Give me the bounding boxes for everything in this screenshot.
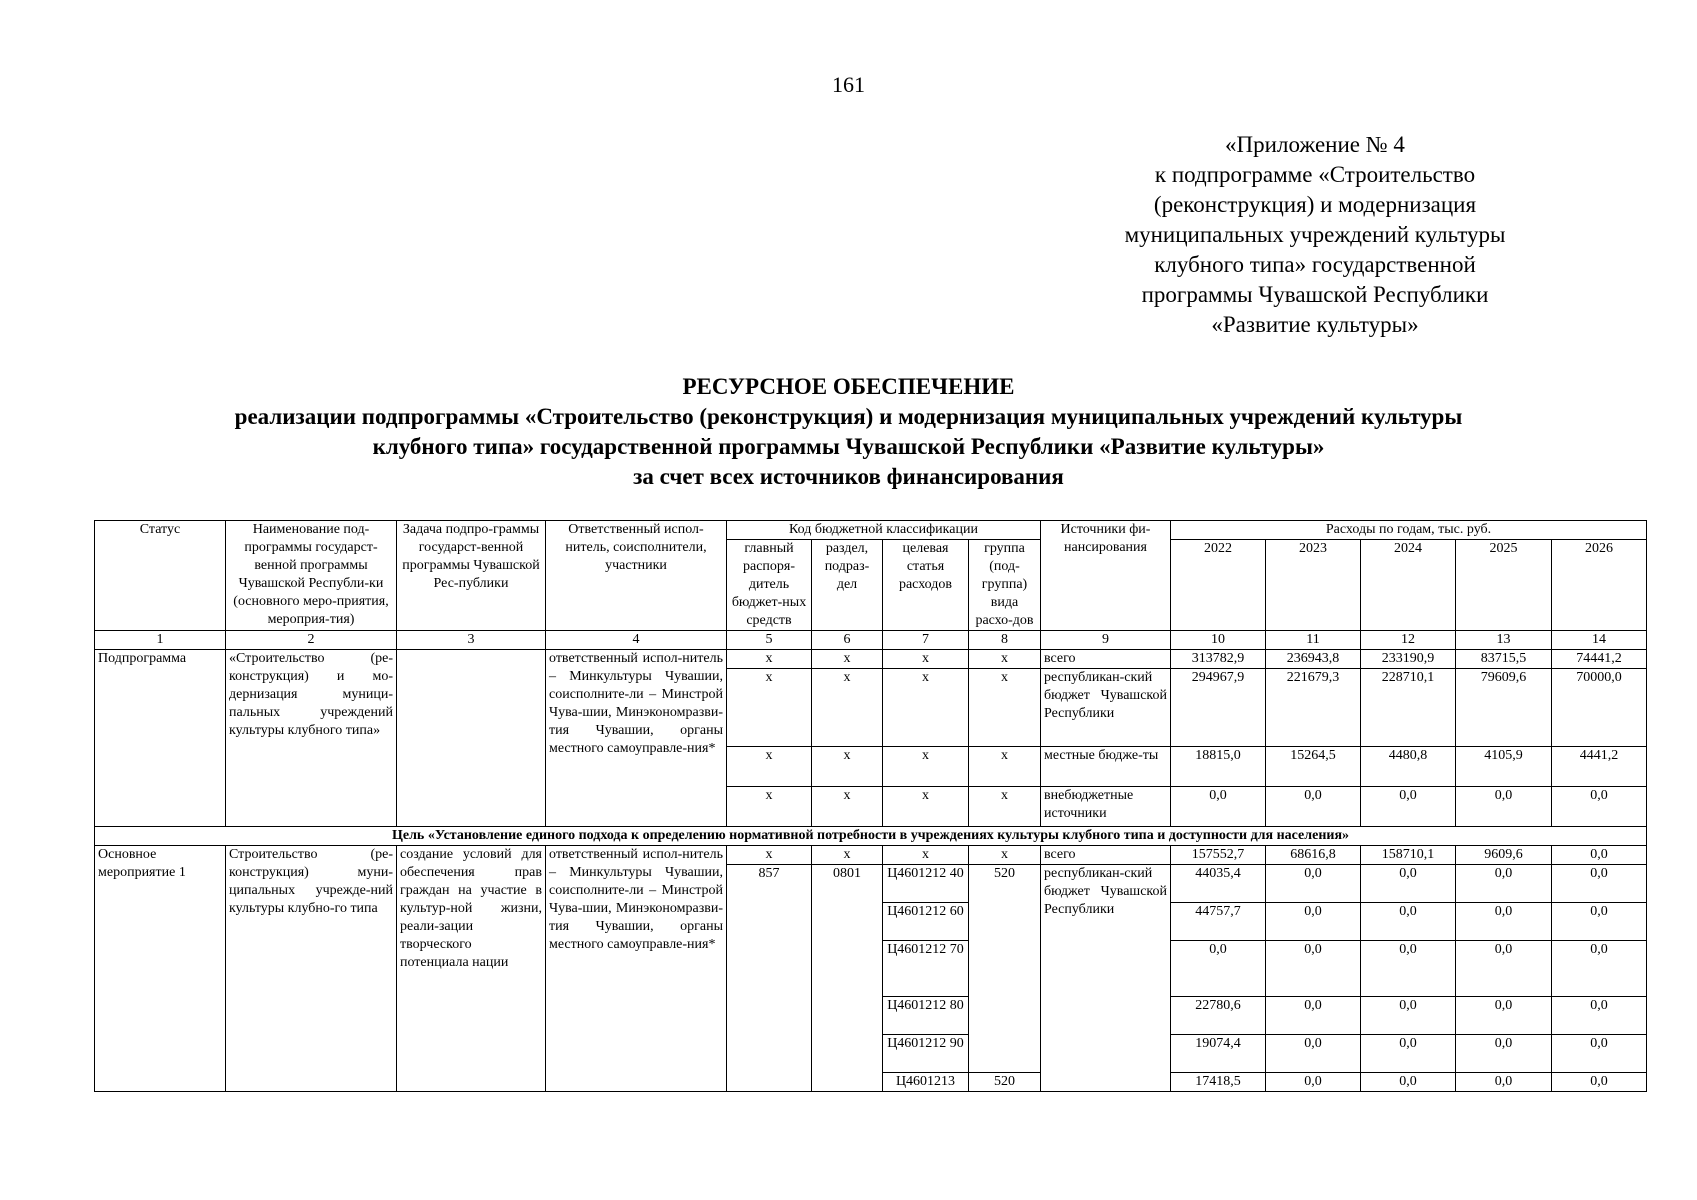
header-grbs: главный распоря-дитель бюджет-ных средств: [727, 540, 812, 631]
header-name: Наименование под-программы государст-венной программы Чувашской Республи-ки (основного меро-приятия, мероприя-тия): [226, 521, 397, 631]
value-cell: 0,0: [1361, 997, 1456, 1035]
appendix-line: муниципальных учреждений культуры: [1124, 222, 1506, 247]
code-cell: x: [812, 650, 883, 669]
target-cell: Ц4601212 40: [883, 865, 969, 903]
value-cell: 18815,0: [1171, 747, 1266, 787]
header-year: 2025: [1456, 540, 1552, 631]
group-cell: 520: [969, 865, 1041, 1073]
value-cell: 44035,4: [1171, 865, 1266, 903]
page-number: 161: [832, 72, 865, 97]
value-cell: 83715,5: [1456, 650, 1552, 669]
value-cell: 0,0: [1552, 1073, 1647, 1092]
column-number: 3: [397, 631, 546, 650]
code-cell: x: [812, 747, 883, 787]
code-cell: x: [727, 747, 812, 787]
header-year: 2022: [1171, 540, 1266, 631]
source-cell: всего: [1041, 650, 1171, 669]
target-cell: Ц4601213: [883, 1073, 969, 1092]
appendix-line: (реконструкция) и модернизация: [1153, 192, 1477, 217]
column-number: 8: [969, 631, 1041, 650]
header-target: целевая статья расходов: [883, 540, 969, 631]
title-line: реализации подпрограммы «Строительство (реконструкция) и модернизация муниципальных учреждений культуры: [234, 404, 1463, 429]
code-cell: x: [727, 650, 812, 669]
value-cell: 0,0: [1456, 903, 1552, 941]
column-number: 5: [727, 631, 812, 650]
code-cell: x: [883, 846, 969, 865]
value-cell: 0,0: [1266, 865, 1361, 903]
column-number-row: [95, 631, 1647, 650]
appendix-line: к подпрограмме «Строительство: [1154, 162, 1476, 187]
title-line: за счет всех источников финансирования: [633, 464, 1064, 489]
value-cell: 0,0: [1552, 941, 1647, 997]
code-cell: x: [883, 669, 969, 747]
column-number: 11: [1266, 631, 1361, 650]
value-cell: 236943,8: [1266, 650, 1361, 669]
value-cell: 70000,0: [1552, 669, 1647, 747]
value-cell: 0,0: [1361, 787, 1456, 827]
value-cell: 0,0: [1552, 865, 1647, 903]
source-cell: республикан-ский бюджет Чувашской Республики: [1041, 865, 1171, 1092]
value-cell: 0,0: [1266, 941, 1361, 997]
resource-table: [94, 520, 1647, 1092]
header-status: Статус: [95, 521, 226, 631]
code-cell: x: [969, 669, 1041, 747]
value-cell: 17418,5: [1171, 1073, 1266, 1092]
group-cell: 520: [969, 1073, 1041, 1092]
value-cell: 221679,3: [1266, 669, 1361, 747]
title-line: РЕСУРСНОЕ ОБЕСПЕЧЕНИЕ: [682, 374, 1015, 399]
code-cell: x: [727, 846, 812, 865]
value-cell: 0,0: [1266, 1035, 1361, 1073]
header-budget-code: Код бюджетной классификации: [727, 521, 1041, 540]
source-cell: внебюджетные источники: [1041, 787, 1171, 827]
code-cell: x: [883, 650, 969, 669]
value-cell: 0,0: [1456, 787, 1552, 827]
code-cell: x: [883, 747, 969, 787]
event-name: Строительство (ре-конструкция) муни-ципальных учрежде-ний культуры клубно-го типа: [226, 846, 397, 1092]
header-year: 2023: [1266, 540, 1361, 631]
event-executor: ответственный испол-нитель – Минкультуры Чувашии, соисполните-ли – Минстрой Чува-шии, Минэкономразви-тия Чувашии, органы местного самоуправле-ния*: [546, 846, 727, 1092]
value-cell: 4441,2: [1552, 747, 1647, 787]
column-number: 2: [226, 631, 397, 650]
source-cell: всего: [1041, 846, 1171, 865]
header-executor: Ответственный испол-нитель, соисполнители, участники: [546, 521, 727, 631]
code-cell: x: [969, 787, 1041, 827]
header-section: раздел, подраз-дел: [812, 540, 883, 631]
value-cell: 0,0: [1552, 846, 1647, 865]
column-number: 14: [1552, 631, 1647, 650]
header-row: [95, 521, 1647, 540]
appendix-line: «Приложение № 4: [1225, 132, 1405, 157]
table-row: [95, 846, 1647, 865]
goal-text: Цель «Установление единого подхода к определению нормативной потребности в учреждениях культуры клубного типа и доступности для населения»: [95, 827, 1647, 846]
column-number: 13: [1456, 631, 1552, 650]
code-cell: x: [969, 650, 1041, 669]
subprogram-task: [397, 650, 546, 827]
value-cell: 157552,7: [1171, 846, 1266, 865]
event-status: Основное мероприятие 1: [95, 846, 226, 1092]
code-cell: x: [727, 787, 812, 827]
target-cell: Ц4601212 70: [883, 941, 969, 997]
value-cell: 0,0: [1361, 903, 1456, 941]
source-cell: республикан-ский бюджет Чувашской Республики: [1041, 669, 1171, 747]
value-cell: 233190,9: [1361, 650, 1456, 669]
subprogram-executor: ответственный испол-нитель – Минкультуры Чувашии, соисполните-ли – Минстрой Чува-шии, Минэкономразви-тия Чувашии, органы местного самоуправле-ния*: [546, 650, 727, 827]
code-cell: x: [812, 846, 883, 865]
code-cell: x: [812, 669, 883, 747]
grbs-cell: 857: [727, 865, 812, 1092]
document-title: [0, 372, 1697, 492]
value-cell: 0,0: [1552, 1035, 1647, 1073]
value-cell: 0,0: [1361, 941, 1456, 997]
header-task: Задача подпро-граммы государст-венной программы Чувашской Рес-публики: [397, 521, 546, 631]
target-cell: Ц4601212 90: [883, 1035, 969, 1073]
target-cell: Ц4601212 60: [883, 903, 969, 941]
appendix-line: «Развитие культуры»: [1211, 312, 1419, 337]
column-number: 1: [95, 631, 226, 650]
value-cell: 0,0: [1552, 903, 1647, 941]
column-number: 6: [812, 631, 883, 650]
column-number: 12: [1361, 631, 1456, 650]
header-sources: Источники фи-нансирования: [1041, 521, 1171, 631]
code-cell: x: [727, 669, 812, 747]
column-number: 9: [1041, 631, 1171, 650]
value-cell: 158710,1: [1361, 846, 1456, 865]
code-cell: x: [883, 787, 969, 827]
header-year: 2024: [1361, 540, 1456, 631]
code-cell: x: [969, 747, 1041, 787]
title-line: клубного типа» государственной программы Чувашской Республики «Развитие культуры»: [372, 434, 1325, 459]
value-cell: 15264,5: [1266, 747, 1361, 787]
value-cell: 44757,7: [1171, 903, 1266, 941]
event-task: создание условий для обеспечения прав граждан на участие в культур-ной жизни, реали-зации творческого потенциала нации: [397, 846, 546, 1092]
value-cell: 0,0: [1456, 865, 1552, 903]
value-cell: 228710,1: [1361, 669, 1456, 747]
value-cell: 294967,9: [1171, 669, 1266, 747]
value-cell: 0,0: [1171, 787, 1266, 827]
section-cell: 0801: [812, 865, 883, 1092]
target-cell: Ц4601212 80: [883, 997, 969, 1035]
column-number: 4: [546, 631, 727, 650]
value-cell: 0,0: [1361, 1035, 1456, 1073]
appendix-line: клубного типа» государственной: [1154, 252, 1476, 277]
value-cell: 4480,8: [1361, 747, 1456, 787]
value-cell: 74441,2: [1552, 650, 1647, 669]
value-cell: 0,0: [1552, 997, 1647, 1035]
header-group: группа (под-группа) вида расхо-дов: [969, 540, 1041, 631]
value-cell: 0,0: [1266, 903, 1361, 941]
subprogram-status: Подпрограмма: [95, 650, 226, 827]
column-number: 7: [883, 631, 969, 650]
appendix-note: [1090, 130, 1540, 340]
subprogram-name: «Строительство (ре-конструкция) и мо-дернизация муници-пальных учреждений культуры клубного типа»: [226, 650, 397, 827]
value-cell: 68616,8: [1266, 846, 1361, 865]
source-cell: местные бюдже-ты: [1041, 747, 1171, 787]
column-number: 10: [1171, 631, 1266, 650]
value-cell: 79609,6: [1456, 669, 1552, 747]
header-year: 2026: [1552, 540, 1647, 631]
value-cell: 19074,4: [1171, 1035, 1266, 1073]
value-cell: 0,0: [1266, 1073, 1361, 1092]
value-cell: 22780,6: [1171, 997, 1266, 1035]
value-cell: 0,0: [1361, 865, 1456, 903]
value-cell: 0,0: [1266, 997, 1361, 1035]
appendix-line: программы Чувашской Республики: [1141, 282, 1489, 307]
code-cell: x: [812, 787, 883, 827]
value-cell: 0,0: [1266, 787, 1361, 827]
value-cell: 0,0: [1171, 941, 1266, 997]
value-cell: 0,0: [1456, 941, 1552, 997]
value-cell: 0,0: [1361, 1073, 1456, 1092]
value-cell: 4105,9: [1456, 747, 1552, 787]
value-cell: 313782,9: [1171, 650, 1266, 669]
header-expenses: Расходы по годам, тыс. руб.: [1171, 521, 1647, 540]
value-cell: 0,0: [1552, 787, 1647, 827]
value-cell: 0,0: [1456, 1035, 1552, 1073]
value-cell: 0,0: [1456, 997, 1552, 1035]
table-row: [95, 650, 1647, 669]
code-cell: x: [969, 846, 1041, 865]
value-cell: 9609,6: [1456, 846, 1552, 865]
value-cell: 0,0: [1456, 1073, 1552, 1092]
goal-row: [95, 827, 1647, 846]
